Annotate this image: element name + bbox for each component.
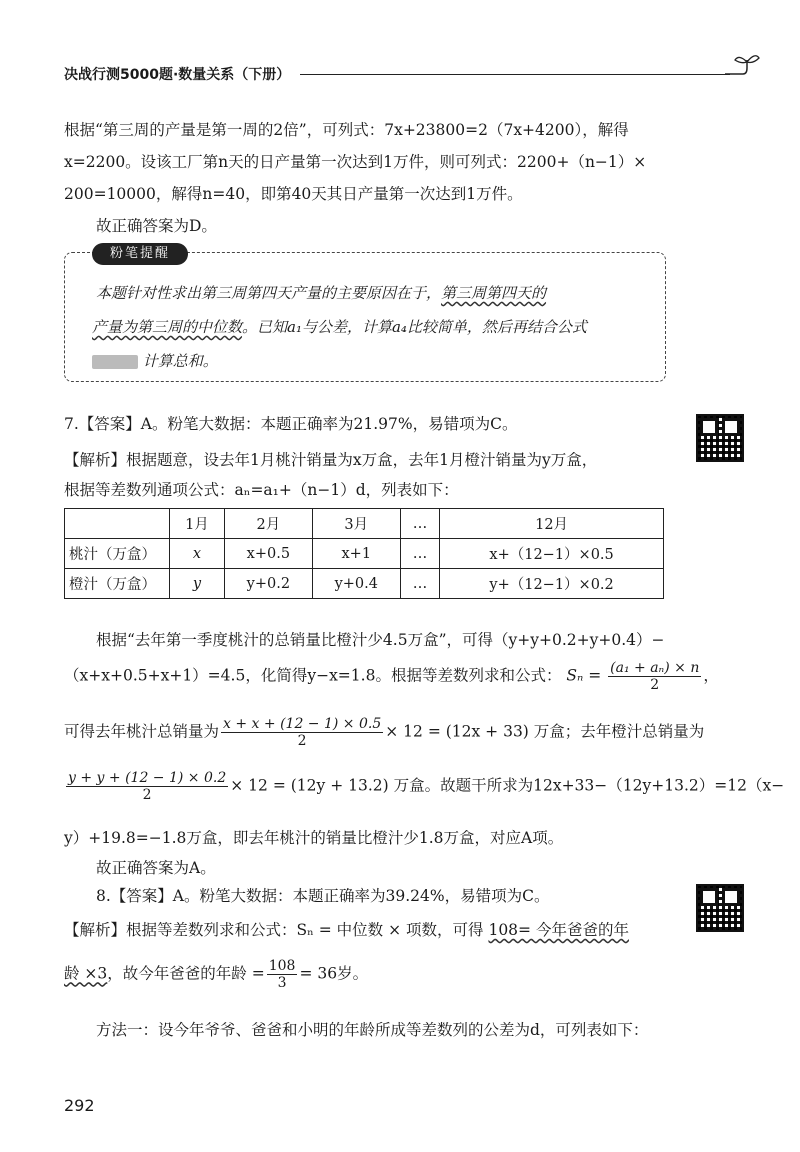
q8-para-1b: 108= 今年爸爸的年 bbox=[488, 921, 629, 939]
fraction-numerator: (a₁ + aₙ) × n bbox=[610, 660, 700, 676]
prev-line-3: 200=10000，解得n=40，即第40天其日产量第一次达到1万件。 bbox=[64, 185, 523, 203]
table-cell bbox=[65, 509, 170, 539]
smeared-formula bbox=[92, 355, 138, 369]
q7-para-5-pre: 可得去年桃汁总销量为 bbox=[64, 722, 220, 741]
qr-code-icon bbox=[696, 414, 744, 462]
tips-line-3: 计算总和。 bbox=[142, 352, 218, 370]
prev-line-2: x=2200。设该工厂第n天的日产量第一次达到1万件，则可列式：2200+（n−1）× bbox=[64, 153, 647, 171]
orange-sum-fraction bbox=[66, 770, 228, 803]
q8-para-1 bbox=[64, 918, 629, 940]
tips-line-3 bbox=[92, 350, 218, 371]
table-cell: y+0.4 bbox=[312, 569, 400, 599]
sprout-icon bbox=[725, 50, 761, 80]
q7-para-6-post: × 12 = (12y + 13.2) 万盒。故题干所求为12x+33−（12y+13.2）=12（x− bbox=[230, 776, 785, 795]
table-cell: x+1 bbox=[312, 539, 400, 569]
tips-line-2a: 产量为第三周的中位数 bbox=[92, 318, 243, 336]
q8-para-1a: 【解析】根据等差数列求和公式：Sₙ = 中位数 × 项数，可得 bbox=[64, 921, 484, 939]
table-cell: x+0.5 bbox=[224, 539, 312, 569]
q7-para-6 bbox=[64, 770, 784, 803]
fraction-denominator: 2 bbox=[650, 677, 660, 693]
sum-formula-lhs: Sₙ = bbox=[566, 666, 602, 685]
q7-para-4-text: （x+x+0.5+x+1）=4.5，化简得y−x=1.8。根据等差数列求和公式： bbox=[64, 666, 562, 685]
table-cell: … bbox=[400, 509, 439, 539]
q8-para-3: 方法一：设今年爷爷、爸爸和小明的年龄所成等差数列的公差为d，可列表如下： bbox=[96, 1021, 649, 1039]
q8-para-2a: 龄 ×3 bbox=[64, 964, 108, 983]
q7-para-4: （x+x+0.5+x+1）=4.5，化简得y−x=1.8。根据等差数列求和公式： Sₙ = $\frac{\text{(a₁ + aₙ) × n}}{2}$ ， bbox=[64, 660, 719, 693]
peach-sum-fraction bbox=[221, 716, 383, 749]
tips-line-1a: 本题针对性求出第三周第四天产量的主要原因在于， bbox=[96, 284, 442, 302]
fraction-numerator: 108 bbox=[268, 958, 296, 974]
q7-para-7: y）+19.8=−1.8万盒，即去年桃汁的销量比橙汁少1.8万盒，对应A项。 bbox=[64, 829, 564, 847]
qr-code-icon bbox=[696, 884, 744, 932]
q7-para-3: 根据“去年第一季度桃汁的总销量比橙汁少4.5万盒”，可得（y+y+0.2+y+0.4）− bbox=[96, 631, 665, 649]
table-cell: … bbox=[400, 569, 439, 599]
q7-para-1: 【解析】根据题意，设去年1月桃汁销量为x万盒，去年1月橙汁销量为y万盒， bbox=[64, 451, 598, 469]
page-number: 292 bbox=[64, 1096, 95, 1115]
tips-line-1b: 第三周第四天的 bbox=[441, 284, 547, 302]
q8-para-2 bbox=[64, 958, 368, 991]
table-header-row bbox=[65, 509, 664, 539]
q7-para-5-post: × 12 = (12x + 33) 万盒；去年橙汁总销量为 bbox=[385, 722, 705, 741]
table-cell: 1月 bbox=[170, 509, 225, 539]
tips-badge: 粉笔提醒 bbox=[92, 243, 188, 265]
q7-para-2: 根据等差数列通项公式：aₙ=a₁+（n−1）d，列表如下： bbox=[64, 481, 459, 499]
tips-line-2 bbox=[92, 316, 587, 337]
prev-answer: 故正确答案为D。 bbox=[96, 217, 217, 235]
q7-answer: 故正确答案为A。 bbox=[96, 859, 216, 877]
fraction-numerator: y + y + (12 − 1) × 0.2 bbox=[68, 770, 227, 786]
sum-formula-fraction bbox=[608, 660, 701, 693]
fraction-denominator: 3 bbox=[277, 975, 287, 991]
prev-line-1: 根据“第三周的产量是第一周的2倍”，可列式：7x+23800=2（7x+4200），解得 bbox=[64, 121, 629, 139]
table-cell: 12月 bbox=[440, 509, 664, 539]
tips-line-2b: 。已知a₁与公差，计算a₄比较简单，然后再结合公式 bbox=[242, 318, 587, 336]
table-cell: y bbox=[170, 569, 225, 599]
fraction-numerator: x + x + (12 − 1) × 0.5 bbox=[223, 716, 382, 732]
q8-para-2c: = 36岁。 bbox=[299, 964, 369, 983]
fraction-denominator: 2 bbox=[142, 787, 152, 803]
table-cell: 桃汁（万盒） bbox=[65, 539, 170, 569]
table-cell: y+0.2 bbox=[224, 569, 312, 599]
tips-line-1 bbox=[96, 282, 546, 303]
table-cell: 2月 bbox=[224, 509, 312, 539]
table-cell: … bbox=[400, 539, 439, 569]
q7-head: 7.【答案】A。粉笔大数据：本题正确率为21.97%，易错项为C。 bbox=[64, 415, 518, 433]
table-cell: x+（12−1）×0.5 bbox=[440, 539, 664, 569]
header-title: 决战行测5000题·数量关系（下册） bbox=[64, 67, 291, 83]
q8-head: 8.【答案】A。粉笔大数据：本题正确率为39.24%，易错项为C。 bbox=[96, 887, 550, 905]
age-fraction bbox=[267, 958, 298, 991]
table-row bbox=[65, 539, 664, 569]
table-row bbox=[65, 569, 664, 599]
table-cell: 3月 bbox=[312, 509, 400, 539]
sales-table bbox=[64, 508, 664, 599]
table-cell: y+（12−1）×0.2 bbox=[440, 569, 664, 599]
table-cell: 橙汁（万盒） bbox=[65, 569, 170, 599]
table-cell: x bbox=[170, 539, 225, 569]
q8-para-2b: ，故今年爸爸的年龄 = bbox=[107, 964, 265, 983]
fraction-denominator: 2 bbox=[297, 733, 307, 749]
header-rule bbox=[300, 74, 730, 75]
q7-para-5 bbox=[64, 716, 704, 749]
